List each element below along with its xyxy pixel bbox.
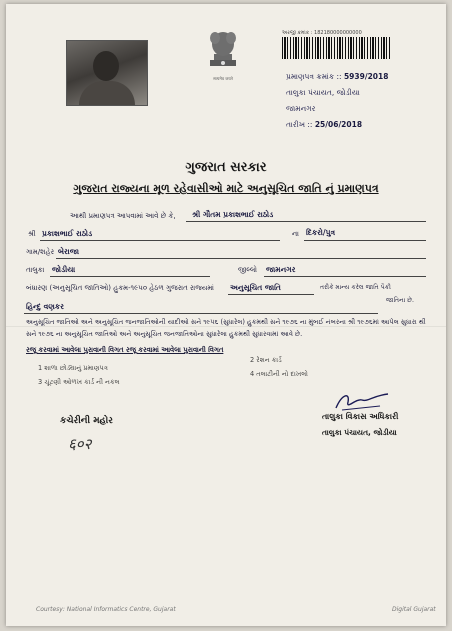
certificate-number: 5939/2018 (343, 72, 389, 81)
underline (228, 294, 314, 295)
village-label: ગામ/શહેર (26, 248, 55, 256)
jaati-label: જાતિના છે. (386, 297, 414, 304)
certificate-number-row (286, 72, 388, 82)
meta-district: જામનગર (286, 104, 316, 113)
meta-taluka-panchayat: તાલુકા પંચાયત, જોડીયા (286, 88, 360, 97)
village-value: બેરાજા (58, 247, 80, 256)
taluka-label: તાલુકા (26, 266, 45, 274)
officer-signature (332, 390, 392, 414)
office-seal-label: કચેરીની મહોર (60, 416, 113, 426)
na-label: ના (292, 230, 299, 238)
proof-heading: રજૂ કરવામાં આવેલા પુરાવાની વિગત રજૂ કરવામાં આવેલા પુરાવાની વિગત (26, 346, 224, 354)
photo-shoulders (79, 81, 135, 105)
issue-date: 25/06/2018 (314, 120, 363, 129)
recognized-text: તરીકે માન્ય કરેલ જાતિ પૈકી (320, 284, 391, 291)
legal-paragraph: અનુસૂચિત જાતિઓ અને અનુસૂચિત જનજાતિઓની યાદીઓ સને ૧૯૫૬ (સુધારેલ) હુકમથી સને ૧૯૭૬ ના મુંબઈ નંબરના શ્રી ૧૯૭૬માં આપેલ સુધારા થી સને ૧૯૭૬ ના અનુસૂચિત જાતિઓ અને અનુસૂચિત જનજાતિઓના સુધારેલા હુકમથી સુધારવામાં આવે છે. (26, 318, 426, 338)
handwritten-number: ६०२ (68, 435, 92, 453)
government-title: ગુજરાત સરકાર (185, 160, 267, 175)
underline (40, 240, 280, 241)
signatory-designation: તાલુકા વિકાસ અધિકારી (322, 412, 399, 421)
certificate-title: ગુજરાત રાજ્યના મૂળ રહેવાસીઓ માટે અનુસૂચિત જાતિ નું પ્રમાણપત્ર (73, 182, 379, 195)
barcode (282, 37, 392, 59)
signatory-office: તાલુકા પંચાયત, જોડીયા (322, 428, 397, 437)
certificate-number-label: પ્રમાણપત્ર ક્રમાંક :: (286, 72, 342, 81)
underline (24, 313, 378, 314)
applicant-name: શ્રી ગૌતમ પ્રકાશભાઈ રાઠોડ (192, 210, 274, 219)
issue-date-row (286, 120, 362, 130)
underline (56, 258, 426, 259)
application-number: અરજી ક્રમાંક : 182180000000000 (282, 30, 362, 36)
underline (186, 221, 426, 222)
caste-value: હિન્દુ વણકર (26, 302, 64, 311)
underline (304, 240, 426, 241)
issue-date-label: તારીખ :: (286, 120, 313, 129)
notification-text: બંધારણ (અનુસૂચિત જાતિઓ) હુકમ-૧૯૫૦ હેઠળ ગુજરાત રાજ્યમાં (26, 284, 214, 292)
district-value: જામનગર (266, 265, 296, 274)
taluka-value: જોડીયા (52, 265, 76, 274)
father-prefix: શ્રી (28, 230, 36, 238)
underline (264, 276, 426, 277)
caste-class: અનુસૂચિત જાતિ (230, 283, 281, 292)
applicant-photo (66, 40, 148, 106)
emblem-caption: सत्यमेव जयते (213, 76, 233, 81)
certificate-page (6, 4, 446, 626)
ashoka-emblem-icon (200, 24, 246, 76)
proof-item: 1 શાળા છોડ્યાનું પ્રમાણપત્ર (38, 364, 108, 372)
relation-value: દિકરો/પુત્ર (306, 228, 336, 237)
father-name: પ્રકાશભાઈ રાઠોડ (42, 229, 93, 238)
district-label: જીલ્લો (238, 266, 257, 274)
proof-item: 4 તલાટીની નો દાખલો (250, 370, 308, 378)
footer-brand: Digital Gujarat (392, 606, 436, 613)
footer-credit: Courtesy: National Informatics Centre, Gujarat (36, 606, 176, 613)
underline (50, 276, 210, 277)
proof-item: 2 રેશન કાર્ડ (250, 356, 282, 364)
proof-item: 3 ચૂંટણી ઓળખ કાર્ડ ની નકલ (38, 378, 120, 386)
photo-head (93, 51, 119, 81)
intro-text: આથી પ્રમાણપત્ર આપવામાં આવે છે કે, (70, 212, 176, 220)
